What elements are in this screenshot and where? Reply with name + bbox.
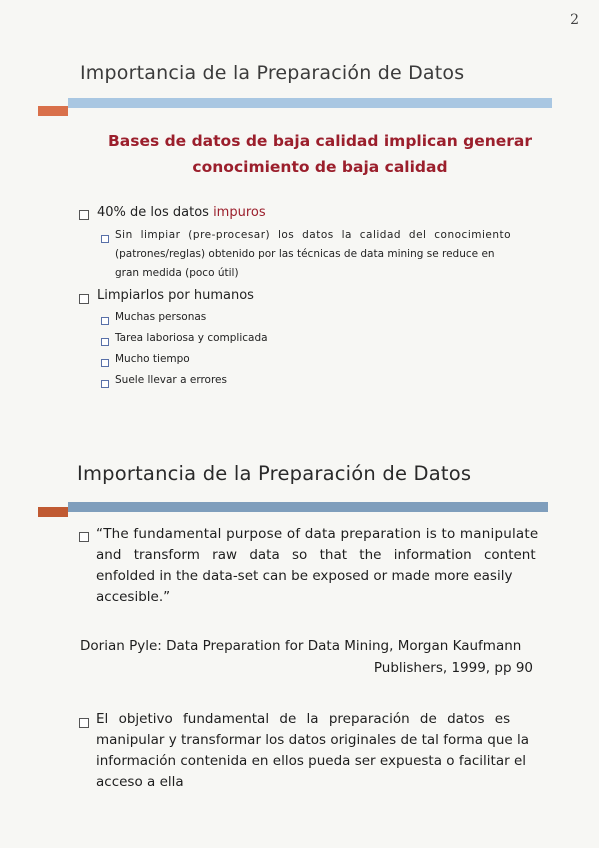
- page-number: 2: [570, 12, 579, 28]
- sub-bullet-1-1-line-1: Sin limpiar (pre-procesar) los datos la calidad del conocimiento: [115, 229, 512, 241]
- citation-line-1: Dorian Pyle: Data Preparation for Data Mining, Morgan Kaufmann: [80, 638, 522, 654]
- quote-line-3: enfolded in the data-set can be exposed or made more easily: [96, 568, 513, 584]
- bullet-square-icon: [79, 718, 89, 728]
- subtitle-line-2: conocimiento de baja calidad: [192, 158, 448, 176]
- bullet-line-4: acceso a ella: [96, 774, 184, 790]
- bullet-line-3: información contenida en ellos pueda ser expuesta o facilitar el: [96, 753, 526, 769]
- bullet-line-1: El objetivo fundamental de la preparación de datos es: [96, 711, 511, 727]
- bullet-line-2: manipular y transformar los datos originales de tal forma que la: [96, 732, 530, 748]
- sub-bullet-2-2: Tarea laboriosa y complicada: [115, 332, 268, 344]
- sub-bullet-2-4: Suele llevar a errores: [115, 374, 227, 386]
- sub-bullet-1-1-line-3: gran medida (poco útil): [115, 267, 239, 279]
- sub-bullet-2-1: Muchas personas: [115, 311, 207, 323]
- quote-line-1: “The fundamental purpose of data preparation is to manipulate: [96, 526, 539, 542]
- subtitle-line-1: Bases de datos de baja calidad implican generar: [107, 132, 533, 150]
- bullet-1-highlight: impuros: [213, 205, 266, 220]
- sub-bullet-1-1-line-2: (patrones/reglas) obtenido por las técnicas de data mining se reduce en: [115, 248, 495, 260]
- slide-2-title: Importancia de la Preparación de Datos: [77, 462, 472, 485]
- slide-1-title: Importancia de la Preparación de Datos: [80, 62, 465, 84]
- bullet-2-text: Limpiarlos por humanos: [97, 288, 254, 303]
- quote-line-4: accesible.”: [96, 589, 171, 605]
- sub-bullet-2-3: Mucho tiempo: [115, 353, 190, 365]
- quote-line-2: and transform raw data so that the information content: [96, 547, 536, 563]
- citation-line-2: Publishers, 1999, pp 90: [373, 660, 533, 676]
- bullet-square-icon: [79, 532, 89, 542]
- slide-2-title-bar: [68, 502, 548, 512]
- slide-2-accent-bar: [38, 507, 68, 517]
- bullet-1-text-main: 40% de los datos: [97, 205, 214, 220]
